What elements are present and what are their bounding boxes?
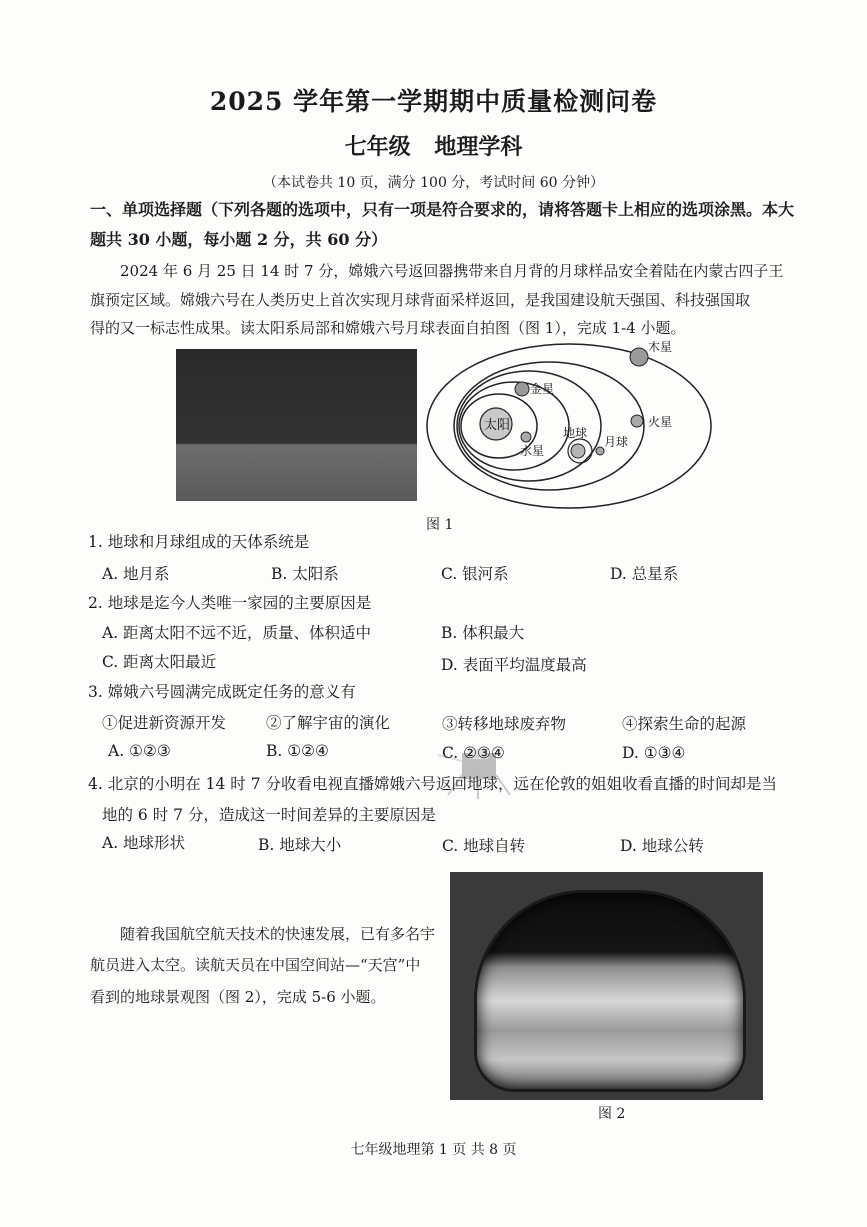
q2-option-b[interactable]: B. 体积最大: [441, 624, 525, 642]
q3-option-a[interactable]: A. ①②③: [108, 742, 171, 760]
exam-note: （本试卷共 10 页，满分 100 分，考试时间 60 分钟）: [262, 175, 605, 191]
label-earth: 地球: [563, 426, 588, 440]
mercury-icon: [521, 432, 531, 442]
earth-view-photo: [450, 872, 763, 1100]
question-4-stem-line2: 地的 6 时 7 分，造成这一时间差异的主要原因是: [102, 806, 436, 824]
solar-system-diagram: [424, 340, 714, 512]
question-3-stem: 3. 嫦娥六号圆满完成既定任务的意义有: [88, 683, 356, 701]
section-heading-line1: 一、单项选择题（下列各题的选项中，只有一项是符合要求的，请将答题卡上相应的选项涂黑。本大: [90, 200, 795, 219]
jupiter-icon: [630, 348, 648, 366]
mars-icon: [631, 415, 643, 427]
label-jupiter: 木星: [648, 340, 673, 354]
intro1-line1: 2024 年 6 月 25 日 14 时 7 分，嫦娥六号返回器携带来自月背的月球样品安全着陆在内蒙古四子王: [120, 262, 784, 280]
q3-item-2: ②了解宇宙的演化: [266, 714, 391, 732]
intro1-line3: 得的又一标志性成果。读太阳系局部和嫦娥六号月球表面自拍图（图 1），完成 1-4 小题。: [90, 319, 686, 337]
label-moon: 月球: [604, 435, 629, 449]
label-venus: 金星: [530, 382, 555, 396]
intro2-line1: 随着我国航空航天技术的快速发展，已有多名宇: [120, 925, 436, 943]
lander-photo: [176, 349, 417, 501]
question-1-stem: 1. 地球和月球组成的天体系统是: [88, 533, 310, 551]
q3-option-d[interactable]: D. ①③④: [622, 744, 686, 762]
q3-item-3: ③转移地球废弃物: [442, 715, 567, 733]
q2-option-a[interactable]: A. 距离太阳不远不近，质量、体积适中: [102, 624, 372, 642]
q4-option-d[interactable]: D. 地球公转: [620, 837, 704, 855]
q4-option-b[interactable]: B. 地球大小: [258, 836, 342, 854]
intro2-line2: 航员进入太空。读航天员在中国空间站—“天宫”中: [90, 956, 421, 974]
label-mars: 火星: [648, 415, 673, 429]
q3-item-1: ①促进新资源开发: [102, 714, 227, 732]
q3-option-b[interactable]: B. ①②④: [266, 742, 329, 760]
figure1-caption: 图 1: [426, 517, 454, 533]
question-2-stem: 2. 地球是迄今人类唯一家园的主要原因是: [88, 594, 372, 612]
exam-title: 2025 学年第一学期期中质量检测问卷: [209, 87, 658, 116]
label-sun: 太阳: [484, 418, 511, 433]
question-4-stem: 4. 北京的小明在 14 时 7 分收看电视直播嫦娥六号返回地球，远在伦敦的姐姐收看直播的时间却是当: [88, 775, 778, 793]
intro2-line3: 看到的地球景观图（图 2），完成 5-6 小题。: [90, 988, 386, 1006]
q2-option-c[interactable]: C. 距离太阳最近: [102, 653, 217, 671]
subject-label: 地理学科: [434, 134, 523, 160]
section-heading-line2: 题共 30 小题，每小题 2 分，共 60 分）: [90, 230, 388, 249]
q3-option-c[interactable]: C. ②③④: [442, 744, 505, 762]
q3-item-4: ④探索生命的起源: [622, 715, 747, 733]
q4-option-a[interactable]: A. 地球形状: [102, 834, 186, 852]
q2-option-d[interactable]: D. 表面平均温度最高: [441, 656, 587, 674]
exam-subtitle: [0, 130, 867, 161]
space-station-window: [474, 890, 746, 1092]
label-mercury: 水星: [520, 444, 545, 458]
q1-option-a[interactable]: A. 地月系: [102, 565, 170, 583]
grade-label: 七年级: [344, 134, 411, 160]
q1-option-b[interactable]: B. 太阳系: [271, 565, 339, 583]
figure2-caption: 图 2: [598, 1106, 626, 1122]
q4-option-c[interactable]: C. 地球自转: [442, 837, 526, 855]
q1-option-c[interactable]: C. 银河系: [441, 565, 509, 583]
moon-icon: [596, 447, 604, 455]
intro1-line2: 旗预定区域。嫦娥六号在人类历史上首次实现月球背面采样返回，是我国建设航天强国、科技强国取: [90, 291, 751, 309]
page-footer: 七年级地理第 1 页 共 8 页: [350, 1142, 517, 1158]
earth-icon: [571, 444, 585, 458]
q1-option-d[interactable]: D. 总星系: [610, 565, 679, 583]
venus-icon: [515, 382, 529, 396]
